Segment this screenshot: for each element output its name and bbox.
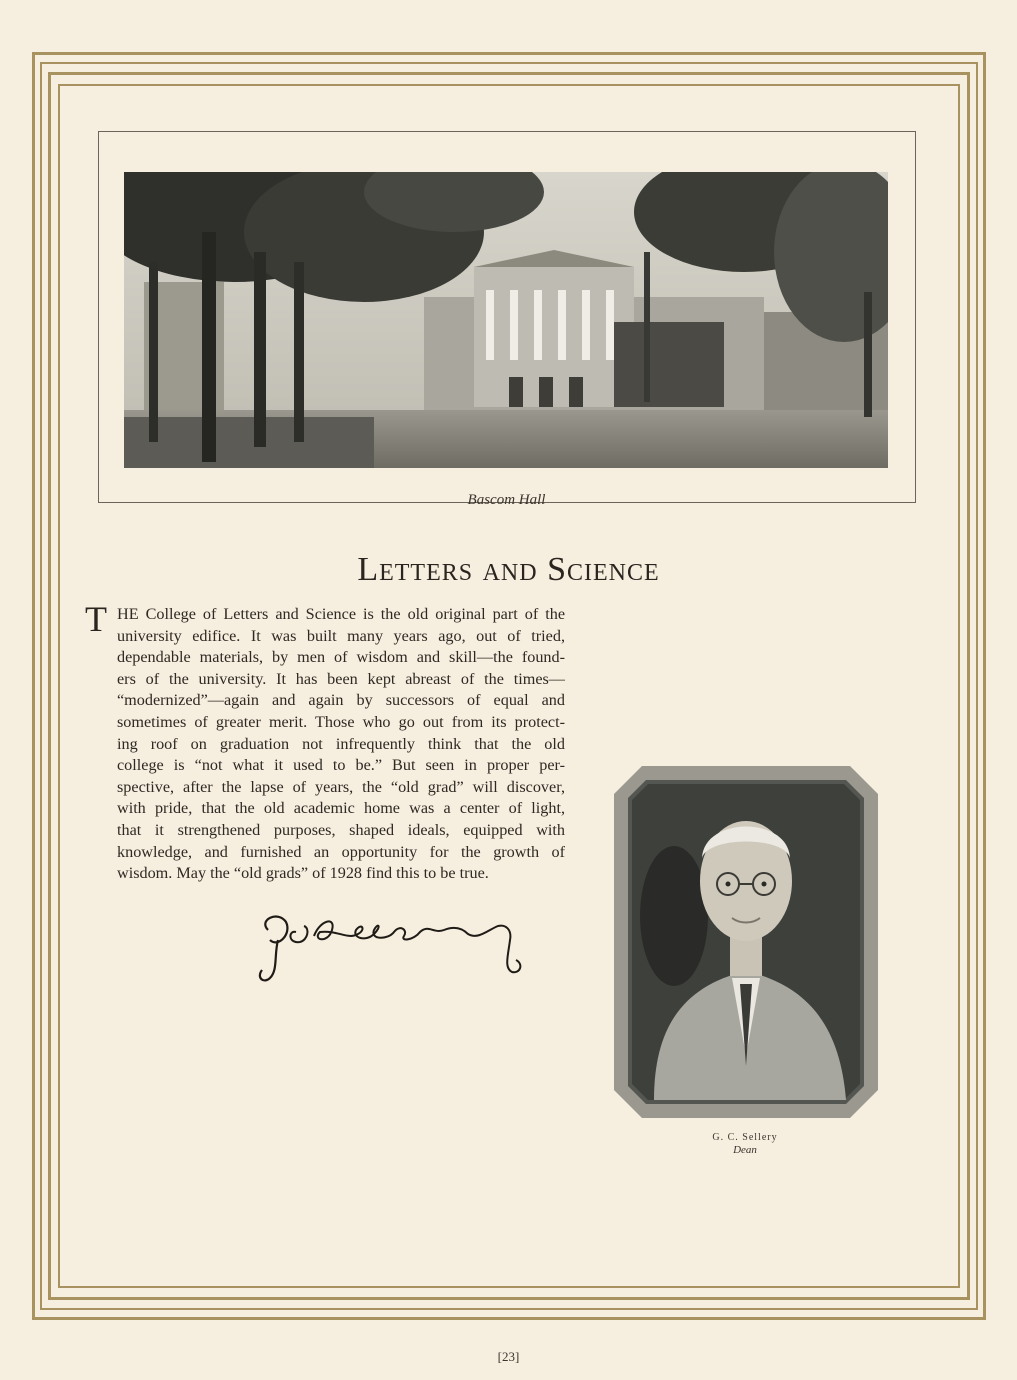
dean-portrait [614,766,878,1118]
body-paragraph [117,604,565,885]
body-line: that it strengthened purposes, shaped ideals, equipped with [117,820,565,839]
body-line: knowledge, and furnished an opportunity for the growth of [117,842,565,861]
body-line: wisdom. May the “old grads” of 1928 find this to be true. [117,864,489,883]
page-title: Letters and Science [357,551,660,588]
caption-rule-left [98,502,450,503]
body-line: ers of the university. It has been kept abreast of the times— [117,669,565,688]
body-line: dependable materials, by men of wisdom and skill—the found- [117,648,565,667]
caption-rule-right [563,502,916,503]
body-line: HE College of Letters and Science is the old original part of the [117,605,565,623]
handwritten-signature [248,900,548,990]
portrait-caption [680,1132,810,1156]
photo-caption: Bascom Hall [467,492,546,508]
body-line: with pride, that the old academic home was a center of light, [117,799,565,818]
body-line: university edifice. It was built many years ago, out of tried, [117,626,565,645]
body-line: spective, after the lapse of years, the “old grad” will discover, [117,777,565,796]
bascom-hall-photo [124,172,888,468]
body-line: sometimes of greater merit. Those who go out from its protect- [117,712,565,731]
dean-title: Dean [733,1144,757,1156]
body-line: “modernized”—again and again by successors of equal and [117,691,565,710]
body-line: college is “not what it used to be.” But seen in proper per- [117,756,565,775]
page-number: [23] [497,1349,520,1364]
drop-cap: T [85,599,107,639]
dean-name: G. C. Sellery [712,1132,778,1143]
body-line: ing roof on graduation not infrequently think that the old [117,734,565,753]
